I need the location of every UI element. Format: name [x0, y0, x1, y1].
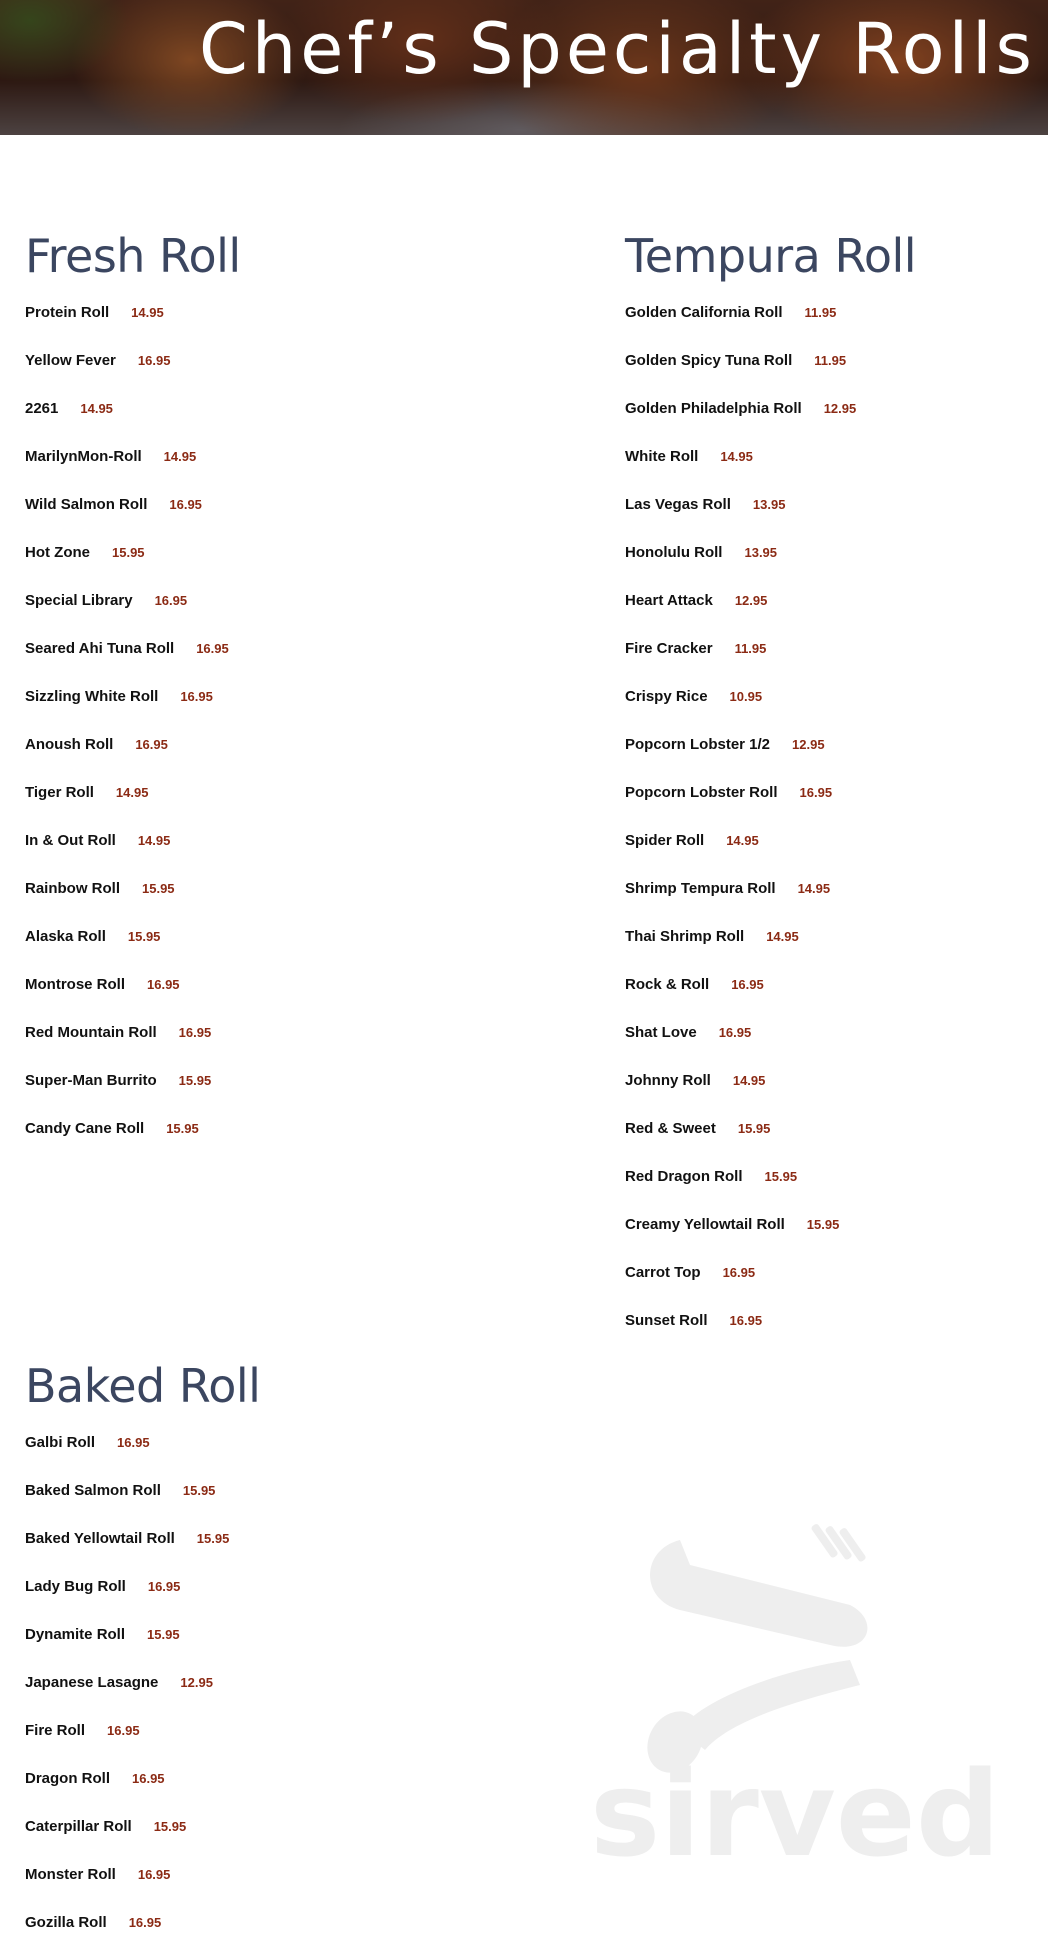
menu-item	[625, 732, 825, 756]
item-price: 16.95	[169, 497, 202, 512]
menu-item	[625, 1020, 751, 1044]
item-name: Baked Yellowtail Roll	[25, 1530, 175, 1547]
item-price: 13.95	[752, 497, 786, 512]
menu-item	[25, 972, 180, 996]
menu-item	[25, 684, 213, 708]
item-name: Carrot Top	[625, 1264, 701, 1281]
item-name: Japanese Lasagne	[25, 1674, 159, 1691]
menu-item	[25, 1430, 150, 1454]
item-price: 15.95	[142, 881, 175, 896]
item-price: 16.95	[135, 737, 168, 752]
item-name: Hot Zone	[25, 544, 90, 561]
item-price: 14.95	[726, 833, 759, 848]
section-title: Baked Roll	[25, 1359, 261, 1413]
menu-item	[25, 1862, 170, 1886]
item-price: 15.95	[112, 545, 145, 560]
menu-item	[25, 1526, 229, 1550]
item-price: 15.95	[764, 1169, 798, 1184]
item-name: Spider Roll	[625, 832, 705, 849]
item-name: Super-Man Burrito	[25, 1072, 157, 1089]
item-price: 14.95	[732, 1073, 766, 1088]
menu-item	[25, 1910, 161, 1934]
menu-item	[625, 396, 856, 420]
item-price: 11.95	[734, 641, 767, 656]
item-price: 14.95	[720, 449, 753, 464]
item-price: 15.95	[806, 1217, 840, 1232]
item-name: Seared Ahi Tuna Roll	[25, 640, 175, 657]
item-name: Popcorn Lobster Roll	[625, 784, 778, 801]
item-name: Dynamite Roll	[25, 1626, 126, 1643]
menu-item	[25, 1670, 213, 1694]
menu-item	[25, 1766, 165, 1790]
item-price: 16.95	[117, 1435, 150, 1450]
item-price: 16.95	[178, 1025, 212, 1040]
menu-item	[25, 636, 229, 660]
menu-item	[25, 588, 187, 612]
menu-item	[25, 1478, 215, 1502]
item-price: 14.95	[766, 929, 799, 944]
menu-item	[625, 1116, 770, 1140]
item-price: 16.95	[718, 1025, 752, 1040]
sirved-watermark	[580, 1510, 1000, 1870]
menu-item	[625, 1068, 765, 1092]
menu-item	[625, 300, 836, 324]
menu-item	[25, 1718, 140, 1742]
item-name: Golden Philadelphia Roll	[625, 400, 802, 417]
item-price: 15.95	[737, 1121, 771, 1136]
section-title: Tempura Roll	[625, 229, 917, 283]
menu-item	[625, 924, 799, 948]
item-name: Creamy Yellowtail Roll	[625, 1216, 785, 1233]
menu-item	[625, 636, 766, 660]
item-price: 12.95	[734, 593, 768, 608]
item-name: Rainbow Roll	[25, 880, 120, 897]
menu-item	[25, 1574, 180, 1598]
item-price: 11.95	[804, 305, 837, 320]
menu-item	[25, 732, 168, 756]
menu-item	[625, 972, 764, 996]
item-price: 15.95	[182, 1483, 216, 1498]
item-name: Montrose Roll	[25, 976, 125, 993]
item-price: 16.95	[180, 689, 213, 704]
item-name: Red & Sweet	[625, 1120, 716, 1137]
menu-item	[625, 1260, 755, 1284]
page-title: Chef’s Specialty Rolls	[199, 8, 1036, 90]
menu-item	[25, 876, 175, 900]
item-name: Heart Attack	[625, 592, 713, 609]
menu-item	[25, 348, 170, 372]
item-price: 16.95	[147, 977, 180, 992]
menu-item	[625, 1164, 797, 1188]
item-price: 15.95	[147, 1627, 180, 1642]
item-price: 16.95	[137, 353, 171, 368]
item-name: In & Out Roll	[25, 832, 116, 849]
item-name: MarilynMon-Roll	[25, 448, 142, 465]
item-name: Alaska Roll	[25, 928, 106, 945]
item-price: 16.95	[128, 1915, 162, 1930]
item-price: 14.95	[163, 449, 197, 464]
item-name: Popcorn Lobster 1/2	[625, 736, 771, 753]
section-fresh-roll	[25, 228, 525, 1137]
header-banner	[0, 0, 1048, 135]
item-name: Fire Cracker	[625, 640, 713, 657]
item-price: 11.95	[814, 353, 847, 368]
item-name: White Roll	[625, 448, 699, 465]
item-name: Gozilla Roll	[25, 1914, 107, 1931]
menu-item	[625, 348, 846, 372]
menu-item	[625, 444, 753, 468]
item-name: Candy Cane Roll	[25, 1120, 145, 1137]
menu-item	[25, 1116, 199, 1140]
menu-item	[25, 1622, 180, 1646]
item-name: Golden Spicy Tuna Roll	[625, 352, 793, 369]
item-name: Baked Salmon Roll	[25, 1482, 161, 1499]
item-price: 15.95	[127, 929, 161, 944]
item-price: 16.95	[107, 1723, 140, 1738]
item-name: Protein Roll	[25, 304, 110, 321]
item-name: Red Dragon Roll	[625, 1168, 743, 1185]
menu-item	[625, 1308, 762, 1332]
item-name: Lady Bug Roll	[25, 1578, 126, 1595]
item-price: 12.95	[792, 737, 825, 752]
watermark-text: sirved	[590, 1745, 1000, 1870]
menu-item	[25, 780, 148, 804]
item-name: Caterpillar Roll	[25, 1818, 132, 1835]
menu-item	[625, 1212, 839, 1236]
item-name: Sunset Roll	[625, 1312, 708, 1329]
menu-item	[25, 300, 164, 324]
item-name: 2261	[25, 400, 59, 417]
section-tempura-roll	[625, 228, 1045, 1358]
item-name: Monster Roll	[25, 1866, 116, 1883]
item-price: 13.95	[744, 545, 778, 560]
item-name: Red Mountain Roll	[25, 1024, 157, 1041]
item-name: Anoush Roll	[25, 736, 114, 753]
menu-item	[625, 876, 830, 900]
item-price: 12.95	[180, 1675, 213, 1690]
item-price: 14.95	[80, 401, 113, 416]
menu-item	[25, 444, 196, 468]
item-price: 16.95	[799, 785, 833, 800]
item-price: 16.95	[154, 593, 188, 608]
item-name: Thai Shrimp Roll	[625, 928, 745, 945]
item-name: Yellow Fever	[25, 352, 116, 369]
item-price: 14.95	[131, 305, 164, 320]
item-name: Golden California Roll	[625, 304, 783, 321]
item-name: Crispy Rice	[625, 688, 708, 705]
item-name: Las Vegas Roll	[625, 496, 731, 513]
item-price: 16.95	[722, 1265, 756, 1280]
item-price: 15.95	[178, 1073, 212, 1088]
item-name: Honolulu Roll	[625, 544, 723, 561]
item-price: 16.95	[147, 1579, 181, 1594]
item-name: Galbi Roll	[25, 1434, 96, 1451]
menu-item	[25, 540, 145, 564]
item-name: Fire Roll	[25, 1722, 86, 1739]
item-price: 10.95	[729, 689, 763, 704]
item-name: Special Library	[25, 592, 133, 609]
item-price: 15.95	[196, 1531, 230, 1546]
menu-item	[625, 492, 785, 516]
menu-item	[625, 684, 762, 708]
item-price: 15.95	[153, 1819, 187, 1834]
menu-item	[25, 924, 160, 948]
menu-item	[625, 540, 777, 564]
item-price: 16.95	[132, 1771, 165, 1786]
section-title: Fresh Roll	[25, 229, 241, 283]
menu-item	[625, 780, 832, 804]
item-price: 14.95	[797, 881, 831, 896]
item-name: Shat Love	[625, 1024, 697, 1041]
item-name: Tiger Roll	[25, 784, 94, 801]
menu-item	[25, 1020, 211, 1044]
item-name: Rock & Roll	[625, 976, 710, 993]
menu-item	[25, 1068, 211, 1092]
item-price: 16.95	[729, 1313, 763, 1328]
item-price: 12.95	[823, 401, 857, 416]
menu-item	[25, 828, 170, 852]
section-baked-roll	[25, 1358, 525, 1945]
item-price: 16.95	[137, 1867, 171, 1882]
menu-item	[25, 492, 202, 516]
fork-spoon-icon	[636, 1523, 867, 1783]
item-name: Johnny Roll	[625, 1072, 711, 1089]
item-name: Shrimp Tempura Roll	[625, 880, 776, 897]
menu-item	[25, 1814, 186, 1838]
menu-item	[25, 396, 113, 420]
item-name: Dragon Roll	[25, 1770, 110, 1787]
item-price: 16.95	[196, 641, 229, 656]
menu-item	[625, 828, 759, 852]
item-name: Sizzling White Roll	[25, 688, 159, 705]
item-price: 16.95	[731, 977, 764, 992]
item-price: 14.95	[115, 785, 149, 800]
menu-item	[625, 588, 767, 612]
item-price: 14.95	[137, 833, 171, 848]
item-price: 15.95	[166, 1121, 199, 1136]
item-name: Wild Salmon Roll	[25, 496, 148, 513]
